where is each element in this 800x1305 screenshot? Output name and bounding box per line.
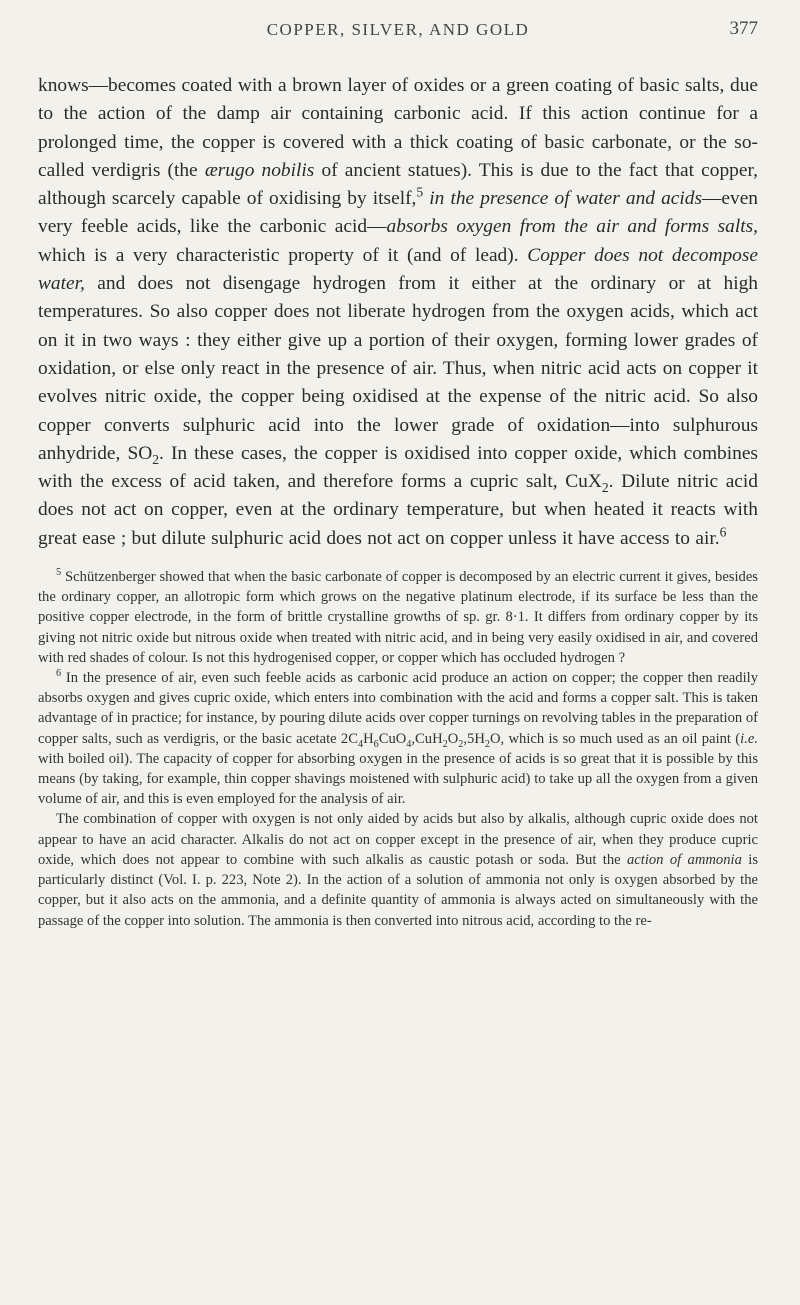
main-paragraph: knows—becomes coated with a brown layer of oxides or a green coating of basic salts, due to the action of the damp air containing carbonic acid. If this action continue for a prolonged time, the copper is covered with a thick coating of basic carbonate, or the so-called verdigris (the ærugo nobilis of ancient statues). This is due to the fact that copper, although scarcely capable of oxidising by itself,$^5$ in the presence of water and acids—even very feeble acids, like the carbonic acid—absorbs oxygen from the air and forms salts, which is a very characteristic property of it (and of lead). Copper does not decompose water, and does not disengage hydrogen from it either at the ordinary or at high temperatures. So also copper does not liberate hydrogen from the oxygen acids, which act on it in two ways : they either give up a portion of their oxygen, forming lower grades of oxidation, or else only react in the presence of air. Thus, when nitric acid acts on copper it evolves nitric oxide, the copper being oxidised at the expense of the nitric acid. So also copper converts sulphuric acid into the lower grade of oxidation—into sulphurous anhydride, $SO_2$. In these cases, the copper is oxidised into copper oxide, which combines with the excess of acid taken, and therefore forms a cupric salt, CuX$_2$. Dilute nitric acid does not act on copper, even at the ordinary temperature, but when heated it reacts with great ease ; but dilute sulphuric acid does not act on copper unless it have access to air.$^6$ bbox=[38, 75, 759, 549]
footnote-ref-6[interactable]: 6 bbox=[719, 524, 727, 540]
running-title: COPPER, SILVER, AND GOLD bbox=[266, 20, 530, 39]
footnote-5: $^5$ Schützenberger showed that when the basic carbonate of copper is decomposed by an electric current it gives, besides the ordinary copper, an allotropic form which grows on the negative platinum electrode, if its surface be less than the positive copper electrode, in the form of brittle crystalline growths of sp. gr. 8·1. It differs from ordinary copper by its giving not nitric oxide but nitrous oxide when treated with nitric acid, and in being very easily oxidised in air, and covered with red shades of colour. Is not this hydrogenised copper, or copper which has occluded hydrogen ? bbox=[38, 567, 758, 666]
page-number: 377 bbox=[729, 18, 758, 39]
footnotes bbox=[38, 567, 758, 931]
footnote-6-continued: The combination of copper with oxygen is not only aided by acids but also by alkalis, although cupric oxide does not appear to have an acid character. Alkalis do not act on copper except in the presence of air, when they produce cupric oxide, which does not appear to combine with such alkalis as caustic potash or soda. But the action of ammonia is particularly distinct (Vol. I. p. 223, Note 2). In the action of a solution of ammonia not only is oxygen absorbed by the copper, but it also acts on the ammonia, and a definite quantity of ammonia is always acted on simultaneously with the passage of the copper into solution. The ammonia is then converted into nitrous acid, according to the re- bbox=[38, 811, 758, 929]
running-head bbox=[38, 0, 758, 60]
footnote-ref-5[interactable]: 5 bbox=[416, 184, 424, 200]
footnote-6: $^6$ In the presence of air, even such feeble acids as carbonic acid produce an action on copper; the copper then readily absorbs oxygen and gives cupric oxide, which enters into combination with the acid and forms a copper salt. This is taken advantage of in practice; for instance, by pouring dilute acids over copper turnings on revolving tables in the preparation of copper salts, such as verdigris, or the basic acetate $2C_4H_6CuO_4,CuH_2O_2,5H_2O$, which is so much used as an oil paint (i.e. with boiled oil). The capacity of copper for absorbing oxygen in the presence of acids is so great that it is possible by this means (by taking, for example, thin copper shavings moistened with sulphuric acid) to take up all the oxygen from a given volume of air, and this is even employed for the analysis of air. bbox=[38, 668, 758, 808]
